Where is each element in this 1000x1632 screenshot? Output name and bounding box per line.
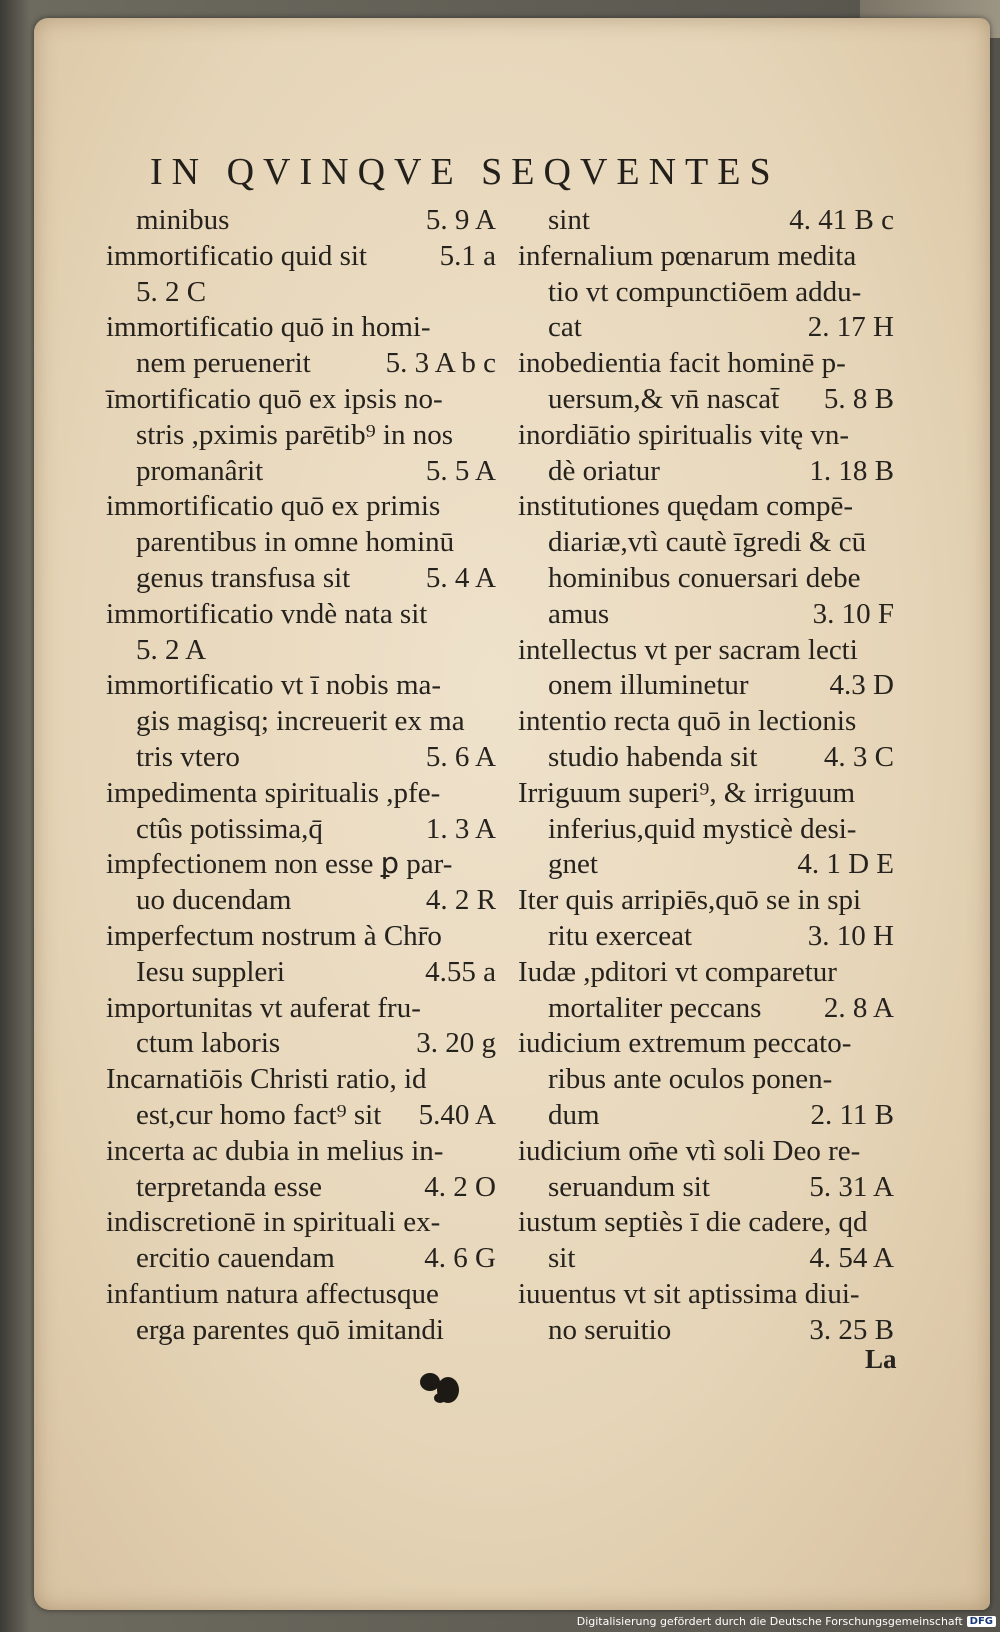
index-entry-line — [518, 1170, 894, 1206]
index-entry — [106, 1062, 496, 1134]
index-entry-line — [106, 1205, 496, 1241]
index-entry-line — [518, 525, 894, 561]
page-reference: 3. 10 F — [812, 597, 894, 630]
entry-text: iudicium om̄e vtì soli Deo re- — [518, 1134, 861, 1167]
entry-text: immortificatio quō ex primis — [106, 490, 441, 523]
index-entry — [518, 489, 894, 632]
index-entry-line — [518, 1062, 894, 1098]
entry-text: terpretanda esse — [136, 1170, 322, 1203]
index-entry — [106, 310, 496, 382]
index-entry-line — [106, 704, 496, 740]
index-entry — [518, 633, 894, 705]
entry-text: Incarnatiōis Christi ratio, id — [106, 1063, 427, 1096]
entry-text: cat — [548, 311, 582, 344]
index-entry — [106, 382, 496, 489]
entry-text: Iesu suppleri — [136, 955, 285, 988]
index-entry-line — [106, 525, 496, 561]
entry-text: nem peruenerit — [136, 347, 311, 380]
entry-text: 5. 2 C — [136, 275, 207, 308]
left-index-column — [106, 203, 496, 1349]
entry-text: inferius,quid mysticè desi- — [548, 812, 857, 845]
index-entry-line — [106, 489, 496, 525]
catchword: La — [865, 1344, 897, 1374]
index-entry — [518, 883, 894, 955]
index-entry-line — [518, 489, 894, 525]
entry-text: inordiātio spiritualis vitę vn- — [518, 418, 850, 451]
entry-text: sit — [548, 1242, 576, 1275]
index-entry-line — [106, 382, 496, 418]
index-entry — [518, 1026, 894, 1133]
entry-text: gis magisq; increuerit ex ma — [136, 705, 465, 738]
right-index-column — [518, 203, 894, 1349]
index-entry-line — [518, 310, 894, 346]
entry-text: no seruitio — [548, 1313, 672, 1346]
page-reference: 5. 31 A — [809, 1170, 894, 1203]
index-entry — [106, 597, 496, 669]
index-entry-line — [106, 1062, 496, 1098]
page-reference: 4.3 D — [829, 669, 894, 702]
page-reference: 5. 4 A — [425, 561, 496, 594]
index-entry-line — [106, 1134, 496, 1170]
entry-text: iuuentus vt sit aptissima diui- — [518, 1277, 860, 1310]
index-entry-line — [106, 740, 496, 776]
index-entry — [518, 955, 894, 1027]
index-entry-line — [106, 1313, 496, 1349]
page-reference: 4. 6 G — [424, 1242, 496, 1275]
index-entry-line — [106, 955, 496, 991]
index-entry-line — [518, 1205, 894, 1241]
index-entry-line — [518, 203, 894, 239]
index-entry-line — [106, 275, 496, 311]
index-entry-line — [518, 561, 894, 597]
index-entry — [106, 991, 496, 1063]
entry-text: promanârit — [136, 454, 264, 487]
entry-text: īmortificatio quō ex ipsis no- — [106, 382, 443, 415]
entry-text: studio habenda sit — [548, 740, 758, 773]
page-reference: 5. 3 A b c — [385, 347, 496, 380]
index-entry — [518, 418, 894, 490]
entry-text: ribus ante oculos ponen- — [548, 1063, 833, 1096]
page-reference: 5. 9 A — [425, 204, 496, 236]
entry-text: immortificatio vt ī nobis ma- — [106, 669, 442, 702]
index-entry-line — [106, 668, 496, 704]
dfg-logo-icon: DFG — [967, 1616, 996, 1627]
index-entry-line — [518, 1134, 894, 1170]
running-head: IN QVINQVE SEQVENTES — [150, 151, 780, 193]
entry-text: dum — [548, 1098, 600, 1131]
index-entry-line — [518, 454, 894, 490]
index-entry-line — [518, 883, 894, 919]
index-entry — [518, 1277, 894, 1349]
entry-text: seruandum sit — [548, 1170, 710, 1203]
digitization-credit — [577, 1612, 996, 1630]
page-reference: 4. 1 D E — [797, 848, 894, 881]
entry-text: parentibus in omne hominū — [136, 526, 455, 559]
index-entry — [518, 776, 894, 883]
index-entry — [518, 1134, 894, 1206]
index-entry-line — [518, 275, 894, 311]
index-entry-line — [106, 561, 496, 597]
entry-text: impfectionem non esse ꝑ par- — [106, 848, 453, 881]
entry-text: genus transfusa sit — [136, 561, 351, 594]
entry-text: tris vtero — [136, 740, 240, 773]
entry-text: ritu exerceat — [548, 919, 693, 952]
entry-text: mortaliter peccans — [548, 991, 762, 1024]
entry-text: est,cur homo fact⁹ sit — [136, 1098, 382, 1131]
page-reference: 4. 54 A — [809, 1242, 894, 1275]
entry-text: ctûs potissima,q̄ — [136, 812, 323, 845]
entry-text: gnet — [548, 848, 598, 881]
entry-text: infantium natura affectusque — [106, 1277, 439, 1310]
index-entry-line — [106, 203, 496, 239]
index-entry — [518, 704, 894, 776]
page-reference: 3. 10 H — [807, 919, 894, 952]
index-entry-line — [518, 812, 894, 848]
entry-text: immortificatio quid sit — [106, 239, 367, 272]
index-entry — [106, 489, 496, 596]
index-entry-line — [518, 1313, 894, 1349]
index-entry-line — [106, 597, 496, 633]
entry-text: Iudæ ,pditori vt comparetur — [518, 955, 837, 988]
entry-text: dè oriatur — [548, 454, 660, 487]
entry-text: infernalium pœnarum medita — [518, 239, 857, 272]
index-entry-line — [518, 633, 894, 669]
index-entry-line — [518, 239, 894, 275]
page-reference: 5.40 A — [418, 1098, 496, 1131]
index-entry-line — [518, 919, 894, 955]
index-entry-line — [518, 1098, 894, 1134]
index-entry-line — [518, 418, 894, 454]
page-reference: 2. 11 B — [810, 1098, 894, 1131]
index-entry-line — [518, 991, 894, 1027]
page-reference: 5. 5 A — [425, 454, 496, 487]
index-entry-line — [518, 1277, 894, 1313]
printer-ornament-icon — [418, 1370, 468, 1412]
index-entry — [106, 776, 496, 848]
entry-text: erga parentes quō imitandi — [136, 1313, 444, 1346]
page-reference: 3. 20 g — [416, 1027, 496, 1060]
entry-text: onem illuminetur — [548, 669, 749, 702]
entry-text: intellectus vt per sacram lecti — [518, 633, 858, 666]
index-entry-line — [518, 346, 894, 382]
index-entry-line — [106, 310, 496, 346]
entry-text: amus — [548, 597, 610, 630]
index-entry-line — [106, 991, 496, 1027]
index-entry-line — [518, 776, 894, 812]
entry-text: stris ,pximis parētib⁹ in nos — [136, 418, 454, 451]
entry-text: ctum laboris — [136, 1027, 281, 1060]
entry-text: iudicium extremum peccato- — [518, 1027, 852, 1060]
index-entry-line — [106, 812, 496, 848]
index-entry-line — [106, 883, 496, 919]
page-reference: 5.1 a — [439, 239, 496, 272]
index-entry-line — [106, 1170, 496, 1206]
entry-text: Iter quis arripiēs,quō se in spi — [518, 884, 862, 917]
page-reference: 2. 17 H — [807, 311, 894, 344]
index-entry-line — [518, 1241, 894, 1277]
index-entry-line — [106, 847, 496, 883]
entry-text: immortificatio quō in homi- — [106, 311, 431, 344]
entry-text: impedimenta spiritualis ,pfe- — [106, 776, 441, 809]
entry-text: tio vt compunctiōem addu- — [548, 275, 862, 308]
index-entry — [106, 919, 496, 991]
entry-text: iustum septiès ī die cadere, qd — [518, 1206, 868, 1239]
index-entry — [106, 239, 496, 311]
entry-text: sint — [548, 204, 590, 236]
index-entry-line — [106, 1241, 496, 1277]
index-entry-line — [518, 955, 894, 991]
index-entry — [106, 203, 496, 239]
entry-text: 5. 2 A — [136, 633, 207, 666]
index-entry-line — [518, 740, 894, 776]
entry-text: importunitas vt auferat fru- — [106, 991, 421, 1024]
page-reference: 5. 6 A — [425, 740, 496, 773]
entry-text: uo ducendam — [136, 884, 292, 917]
index-entry-line — [106, 776, 496, 812]
page-reference: 4. 3 C — [823, 740, 894, 773]
index-entry-line — [106, 454, 496, 490]
index-entry — [518, 346, 894, 418]
index-entry-line — [106, 919, 496, 955]
index-entry — [518, 1205, 894, 1277]
index-entry-line — [106, 1277, 496, 1313]
entry-text: imperfectum nostrum à Chr̄o — [106, 919, 442, 952]
entry-text: Irriguum superi⁹, & irriguum — [518, 776, 856, 809]
page-reference: 4. 41 B c — [789, 204, 894, 236]
entry-text: uersum,& vn̄ nascat̄ — [548, 382, 780, 415]
entry-text: ercitio cauendam — [136, 1242, 335, 1275]
entry-text: indiscretionē in spirituali ex- — [106, 1206, 441, 1239]
index-entry-line — [106, 346, 496, 382]
index-entry — [518, 239, 894, 346]
entry-text: diariæ,vtì cautè īgredi & cū — [548, 526, 867, 559]
index-entry — [518, 203, 894, 239]
entry-text: incerta ac dubia in melius in- — [106, 1134, 444, 1167]
page-reference: 1. 3 A — [425, 812, 496, 845]
page-reference: 4. 2 O — [424, 1170, 496, 1203]
index-entry — [106, 1277, 496, 1349]
page-reference: 2. 8 A — [823, 991, 894, 1024]
index-entry-line — [106, 633, 496, 669]
entry-text: hominibus conuersari debe — [548, 561, 861, 594]
index-entry-line — [518, 382, 894, 418]
index-entry — [106, 668, 496, 775]
page-reference: 4.55 a — [425, 955, 496, 988]
index-entry — [106, 1205, 496, 1277]
entry-text: immortificatio vndè nata sit — [106, 597, 428, 630]
page-reference: 3. 25 B — [809, 1313, 894, 1346]
index-entry-line — [106, 418, 496, 454]
index-entry-line — [518, 668, 894, 704]
index-entry-line — [518, 847, 894, 883]
page-reference: 4. 2 R — [425, 884, 496, 917]
index-entry-line — [106, 1098, 496, 1134]
index-entry-line — [106, 239, 496, 275]
index-entry-line — [106, 1026, 496, 1062]
index-entry-line — [518, 704, 894, 740]
index-entry — [106, 847, 496, 919]
entry-text: inobedientia facit hominē p- — [518, 347, 846, 380]
index-entry — [106, 1134, 496, 1206]
digitization-credit-text: Digitalisierung gefördert durch die Deutsche Forschungsgemeinschaft — [576, 1614, 963, 1628]
entry-text: minibus — [136, 204, 230, 236]
index-entry-line — [518, 597, 894, 633]
page-reference: 5. 8 B — [823, 382, 894, 415]
index-entry-line — [518, 1026, 894, 1062]
entry-text: intentio recta quō in lectionis — [518, 705, 857, 738]
entry-text: institutiones quędam compē- — [518, 490, 854, 523]
page-reference: 1. 18 B — [809, 454, 894, 487]
